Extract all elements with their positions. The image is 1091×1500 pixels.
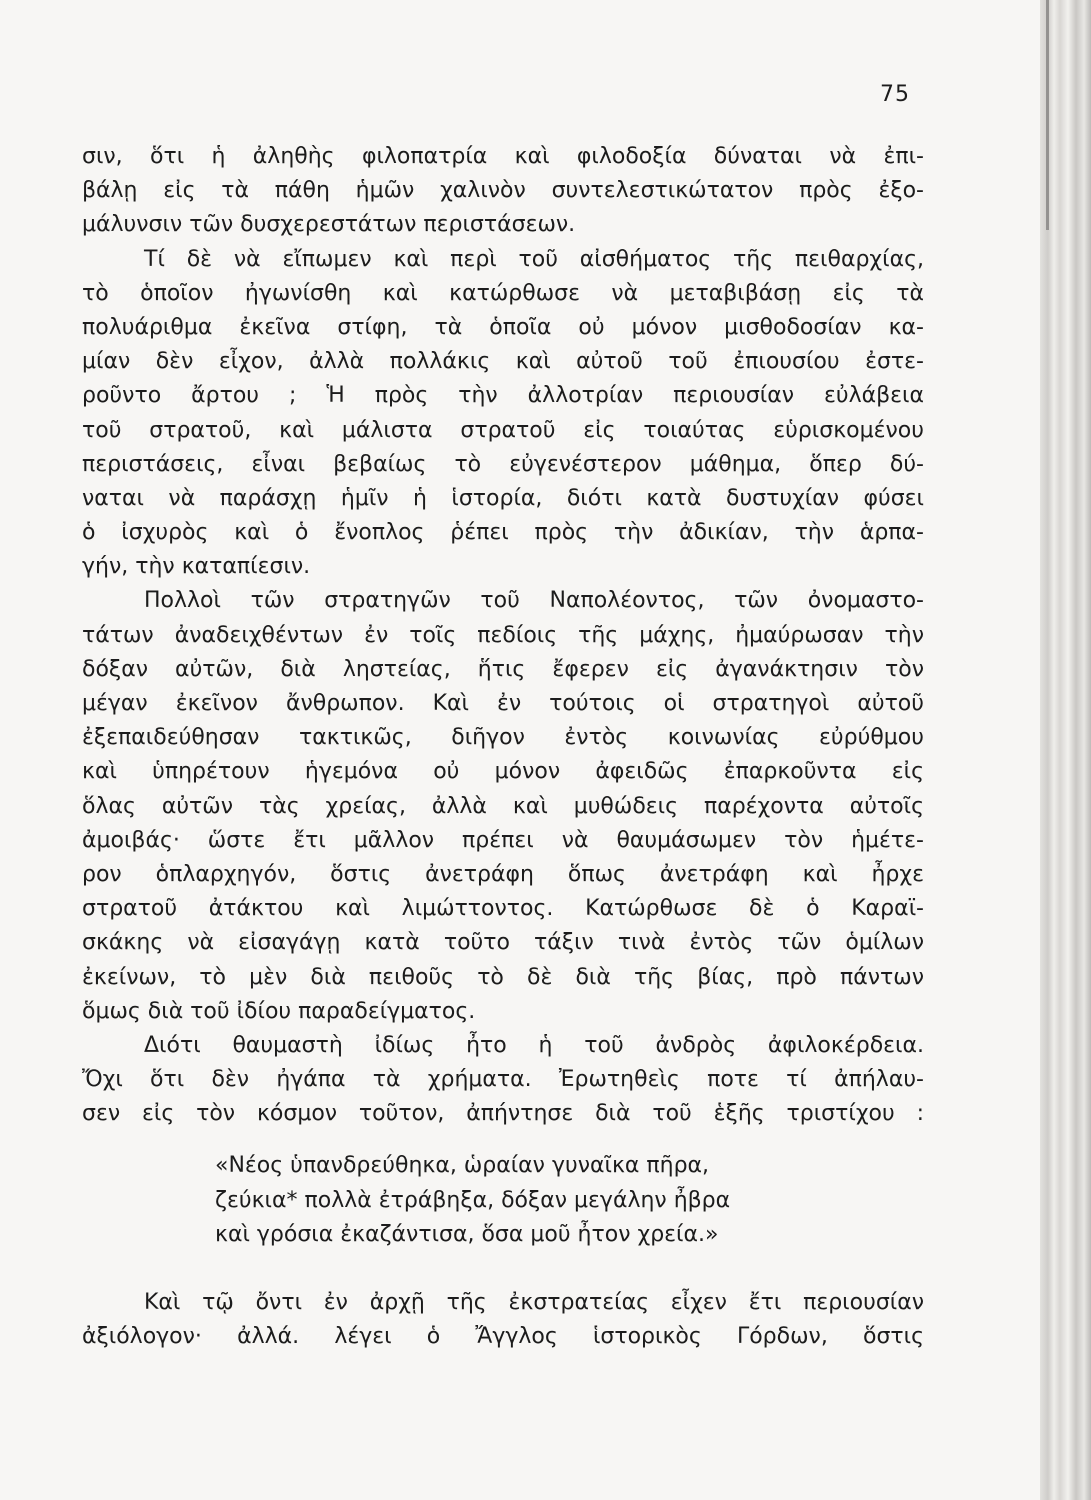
text-line: σεν εἰς τὸν κόσμον τοῦτον, ἀπήντησε διὰ τοῦ ἑξῆς τριστίχου : (82, 1101, 924, 1127)
text-line: Τί δὲ νὰ εἴπωμεν καὶ περὶ τοῦ αἰσθήματος τῆς πειθαρχίας, (144, 246, 924, 272)
paragraph (82, 1286, 924, 1354)
text-line: ἐξεπαιδεύθησαν τακτικῶς, διῆγον ἐντὸς κοινωνίας εὐρύθμου (82, 725, 924, 751)
text-line: ροῦντο ἄρτου ; Ἡ πρὸς τὴν ἀλλοτρίαν περιουσίαν εὐλάβεια (82, 383, 924, 409)
poem-tristich (82, 1149, 924, 1252)
text-line: ναται νὰ παράσχῃ ἡμῖν ἡ ἱστορία, διότι κατὰ δυστυχίαν φύσει (82, 485, 924, 511)
text-line: Πολλοὶ τῶν στρατηγῶν τοῦ Ναπολέοντος, τῶν ὀνομαστο- (144, 588, 924, 614)
text-line: τὸ ὁποῖον ἠγωνίσθη καὶ κατώρθωσε νὰ μεταβιβάσῃ εἰς τὰ (82, 280, 924, 306)
text-line: γήν, τὴν καταπίεσιν. (82, 554, 311, 580)
text-line: καὶ ὑπηρέτουν ἡγεμόνα οὐ μόνον ἀφειδῶς ἐπαρκοῦντα εἰς (82, 759, 924, 785)
page-edge (1040, 0, 1091, 1500)
text-line: βάλῃ εἰς τὰ πάθη ἡμῶν χαλινὸν συντελεστικώτατον πρὸς ἐξο- (82, 178, 924, 204)
poem-line: καὶ γρόσια ἐκαζάντισα, ὅσα μοῦ ἦτον χρεία.» (215, 1221, 719, 1247)
text-line: τάτων ἀναδειχθέντων ἐν τοῖς πεδίοις τῆς μάχης, ἠμαύρωσαν τὴν (82, 622, 924, 648)
text-line: πολυάριθμα ἐκεῖνα στίφη, τὰ ὁποῖα οὐ μόνον μισθοδοσίαν κα- (82, 314, 924, 340)
text-line: ὁ ἰσχυρὸς καὶ ὁ ἔνοπλος ῥέπει πρὸς τὴν ἀδικίαν, τὴν ἁρπα- (82, 520, 924, 546)
text-line: Καὶ τῷ ὄντι ἐν ἀρχῇ τῆς ἐκστρατείας εἶχεν ἔτι περιουσίαν (144, 1290, 924, 1315)
text-line: ἀμοιβάς· ὥστε ἔτι μᾶλλον πρέπει νὰ θαυμάσωμεν τὸν ἡμέτε- (82, 827, 924, 853)
text-line: περιστάσεις, εἶναι βεβαίως τὸ εὐγενέστερον μάθημα, ὅπερ δύ- (82, 451, 924, 477)
paragraph (82, 584, 924, 1028)
text-line: τοῦ στρατοῦ, καὶ μάλιστα στρατοῦ εἰς τοιαύτας εὑρισκομένου (82, 417, 924, 443)
text-line: στρατοῦ ἀτάκτου καὶ λιμώττοντος. Κατώρθωσε δὲ ὁ Καραϊ- (82, 896, 924, 922)
text-line: ρον ὁπλαρχηγόν, ὅστις ἀνετράφη ὅπως ἀνετράφη καὶ ἦρχε (82, 861, 924, 887)
text-line: μέγαν ἐκεῖνον ἄνθρωπον. Καὶ ἐν τούτοις οἱ στρατηγοὶ αὐτοῦ (82, 691, 924, 716)
text-line: ἐκείνων, τὸ μὲν διὰ πειθοῦς τὸ δὲ διὰ τῆς βίας, πρὸ πάντων (82, 964, 924, 990)
text-line: Ὄχι ὅτι δὲν ἠγάπα τὰ χρήματα. Ἐρωτηθεὶς ποτε τί ἀπήλαυ- (82, 1067, 924, 1093)
text-line: ἀξιόλογον· ἀλλά. λέγει ὁ Ἄγγλος ἱστορικὸς Γόρδων, ὅστις (82, 1324, 924, 1350)
text-line: ὅλας αὐτῶν τὰς χρείας, ἀλλὰ καὶ μυθώδεις παρέχοντα αὐτοῖς (82, 793, 924, 819)
text-line: Διότι θαυμαστὴ ἰδίως ἦτο ἡ τοῦ ἀνδρὸς ἀφιλοκέρδεια. (144, 1032, 924, 1058)
paragraph (82, 1029, 924, 1132)
text-line: δόξαν αὐτῶν, διὰ ληστείας, ἥτις ἔφερεν εἰς ἀγανάκτησιν τὸν (82, 656, 924, 682)
text-line: σκάκης νὰ εἰσαγάγῃ κατὰ τοῦτο τάξιν τινὰ ἐντὸς τῶν ὁμίλων (82, 930, 924, 956)
paragraph (82, 243, 924, 585)
paragraph (82, 140, 924, 243)
body-text (82, 140, 924, 1354)
text-line: ὅμως διὰ τοῦ ἰδίου παραδείγματος. (82, 998, 476, 1024)
poem-line: ζεύκια* πολλὰ ἐτράβηξα, δόξαν μεγάλην ἦβρα (215, 1187, 731, 1213)
text-line: μίαν δὲν εἶχον, ἀλλὰ πολλάκις καὶ αὐτοῦ τοῦ ἐπιουσίου ἐστε- (82, 349, 924, 375)
text-line: σιν, ὅτι ἡ ἀληθὴς φιλοπατρία καὶ φιλοδοξία δύναται νὰ ἐπι- (82, 144, 924, 169)
poem-line: «Νέος ὑπανδρεύθηκα, ὡραίαν γυναῖκα πῆρα, (215, 1153, 710, 1179)
page-number: 75 (880, 82, 910, 107)
text-line: μάλυνσιν τῶν δυσχερεστάτων περιστάσεων. (82, 212, 576, 238)
